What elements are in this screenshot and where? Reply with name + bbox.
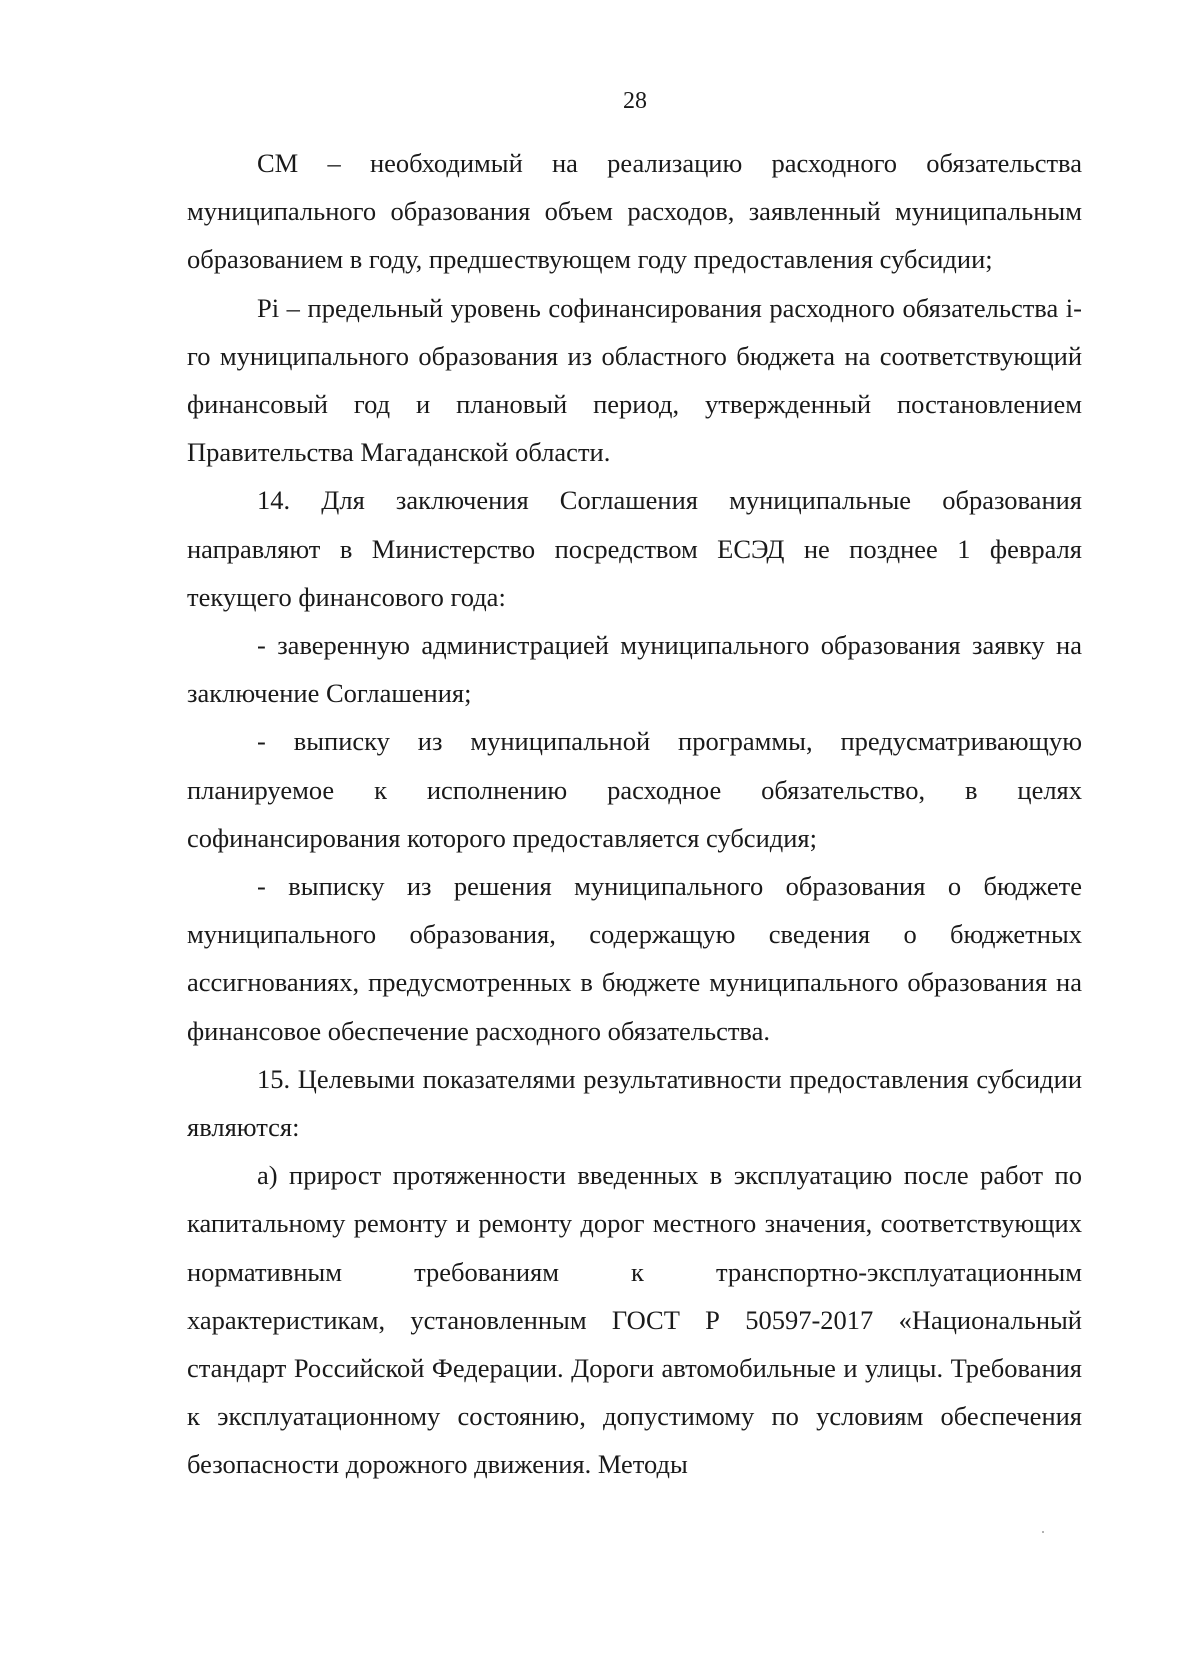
paragraph-item-14: 14. Для заключения Соглашения муниципальные образования направляют в Министерство посредством ЕСЭД не позднее 1 февраля текущего финансового года:	[187, 485, 1082, 612]
paragraph-item-15: 15. Целевыми показателями результативности предоставления субсидии являются:	[187, 1063, 1082, 1143]
paragraph-pi-definition: Pi – предельный уровень софинансирования расходного обязательства i-го муниципального образования из областного бюджета на соответствующий финансовый год и плановый период, утвержденный постановлением Правительства Магаданской области.	[187, 292, 1082, 468]
document-body	[187, 139, 1082, 1489]
paragraph-list-item-application: - заверенную администрацией муниципального образования заявку на заключение Соглашения;	[187, 630, 1082, 709]
page-number: 28	[623, 88, 647, 114]
paragraph-item-15-a: а) прирост протяженности введенных в эксплуатацию после работ по капитальному ремонту и ремонту дорог местного значения, соответствующих нормативным требованиям к транспортно-эксплуатационным характеристикам, установленным ГОСТ Р 50597-2017 «Национальный стандарт Российской Федерации. Дороги автомобильные и улицы. Требования к эксплуатационному состоянию, допустимому по условиям обеспечения безопасности дорожного движения. Методы	[187, 1160, 1082, 1480]
scan-speck	[1042, 1531, 1044, 1533]
paragraph-list-item-program-extract: - выписку из муниципальной программы, предусматривающую планируемое к исполнению расходное обязательство, в целях софинансирования которого предоставляется субсидия;	[187, 726, 1082, 853]
paragraph-list-item-budget-extract: - выписку из решения муниципального образования о бюджете муниципального образования, содержащую сведения о бюджетных ассигнованиях, предусмотренных в бюджете муниципального образования на финансовое обеспечение расходного обязательства.	[187, 871, 1082, 1046]
paragraph-cm-definition: СМ – необходимый на реализацию расходного обязательства муниципального образования объем расходов, заявленный муниципальным образованием в году, предшествующем году предоставления субсидии;	[187, 148, 1082, 275]
